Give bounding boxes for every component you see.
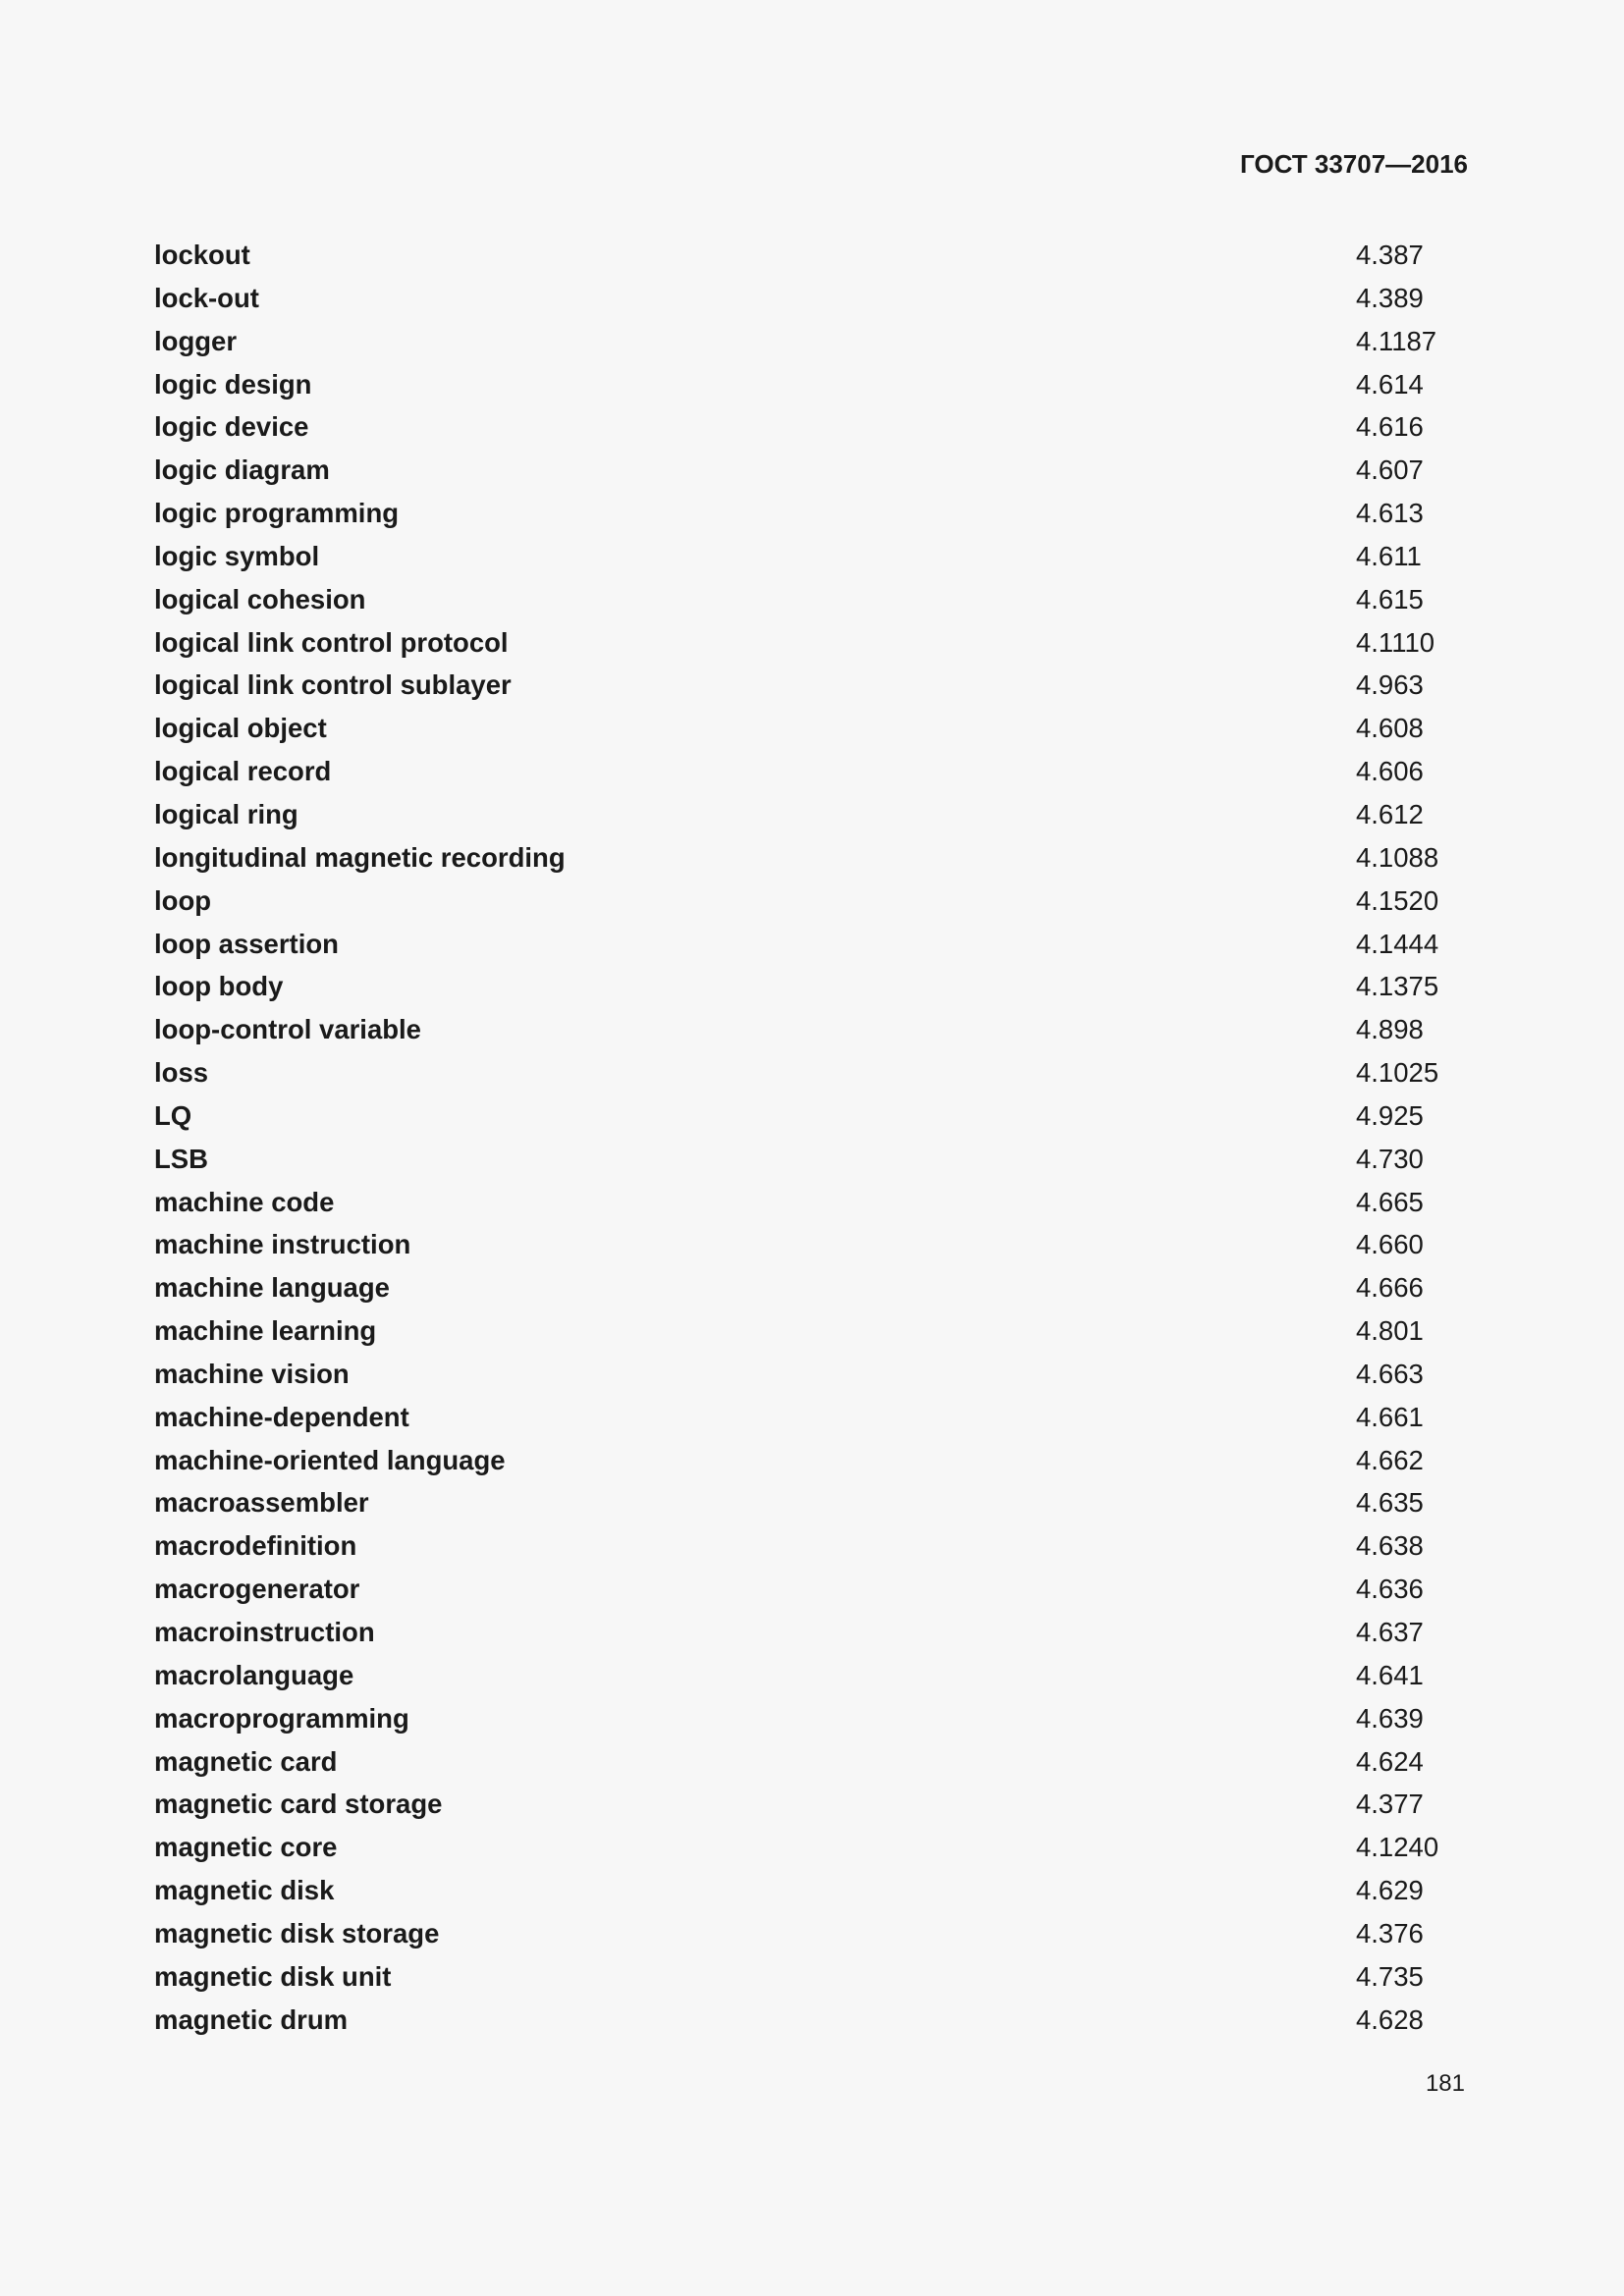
index-entry — [154, 365, 1470, 408]
index-entry — [154, 1140, 1470, 1183]
index-reference: 4.606 — [1356, 756, 1424, 787]
index-entry — [154, 1871, 1470, 1914]
index-reference: 4.660 — [1356, 1229, 1424, 1260]
index-term: machine-oriented language — [154, 1444, 506, 1475]
index-reference: 4.665 — [1356, 1186, 1424, 1217]
index-entry — [154, 236, 1470, 279]
index-reference: 4.1375 — [1356, 971, 1439, 1002]
index-reference: 4.629 — [1356, 1875, 1424, 1906]
page-number: 181 — [1425, 2070, 1465, 2097]
index-term: magnetic disk — [154, 1875, 335, 1906]
index-reference: 4.612 — [1356, 798, 1424, 829]
index-term: machine instruction — [154, 1229, 411, 1260]
index-reference: 4.607 — [1356, 454, 1424, 486]
index-reference: 4.616 — [1356, 411, 1424, 443]
index-reference: 4.663 — [1356, 1358, 1424, 1389]
index-reference: 4.613 — [1356, 498, 1424, 529]
index-entry — [154, 1225, 1470, 1268]
index-term: LSB — [154, 1143, 208, 1174]
index-reference: 4.389 — [1356, 282, 1424, 313]
index-reference: 4.1187 — [1356, 325, 1437, 356]
document-code: ГОСТ 33707—2016 — [1240, 149, 1468, 179]
index-term: machine language — [154, 1272, 390, 1304]
index-term: machine vision — [154, 1358, 350, 1389]
index-reference: 4.1110 — [1356, 626, 1435, 658]
index-term: magnetic core — [154, 1832, 338, 1863]
index-term: macroinstruction — [154, 1617, 375, 1647]
index-reference: 4.666 — [1356, 1272, 1424, 1304]
index-term: loop assertion — [154, 928, 339, 959]
index-reference: 4.801 — [1356, 1315, 1424, 1347]
index-entry — [154, 1570, 1470, 1613]
index-reference: 4.925 — [1356, 1099, 1424, 1131]
index-entry — [154, 580, 1470, 623]
index-reference: 4.898 — [1356, 1014, 1424, 1045]
index-term: magnetic card — [154, 1745, 338, 1777]
index-term: macroassembler — [154, 1487, 369, 1519]
index-entry — [154, 666, 1470, 709]
index-term: LQ — [154, 1099, 192, 1131]
index-term: loss — [154, 1057, 209, 1089]
index-reference: 4.1088 — [1356, 841, 1439, 873]
index-term: logic programming — [154, 498, 400, 529]
index-entry — [154, 925, 1470, 968]
index-entry — [154, 1398, 1470, 1441]
index-reference: 4.614 — [1356, 368, 1424, 400]
index-term: lock-out — [154, 282, 259, 313]
index-entry — [154, 407, 1470, 451]
index-entry — [154, 537, 1470, 580]
index-entry — [154, 451, 1470, 494]
index-entry — [154, 2001, 1470, 2044]
index-term: logical cohesion — [154, 583, 366, 614]
index-entry — [154, 1311, 1470, 1355]
index-term: logger — [154, 325, 238, 356]
index-term: magnetic drum — [154, 2003, 349, 2035]
index-entry — [154, 1355, 1470, 1398]
index-entry — [154, 1526, 1470, 1570]
index-term: macroprogramming — [154, 1702, 409, 1734]
index-entry — [154, 1699, 1470, 1742]
index-reference: 4.638 — [1356, 1530, 1424, 1562]
index-entry — [154, 1613, 1470, 1656]
index-reference: 4.635 — [1356, 1487, 1424, 1519]
index-term: lockout — [154, 240, 250, 270]
index-entry — [154, 1183, 1470, 1226]
index-reference: 4.376 — [1356, 1917, 1424, 1949]
index-reference: 4.608 — [1356, 713, 1424, 744]
index-term: macrolanguage — [154, 1659, 354, 1690]
index-reference: 4.615 — [1356, 583, 1424, 614]
index-reference: 4.387 — [1356, 240, 1424, 270]
index-reference: 4.662 — [1356, 1444, 1424, 1475]
index-reference: 4.661 — [1356, 1401, 1424, 1432]
index-term: logic diagram — [154, 454, 330, 486]
index-entry — [154, 1268, 1470, 1311]
index-entry — [154, 1914, 1470, 1957]
index-entry — [154, 967, 1470, 1010]
index-reference: 4.735 — [1356, 1960, 1424, 1992]
term-index — [154, 236, 1470, 2043]
index-reference: 4.963 — [1356, 669, 1424, 701]
index-entry — [154, 709, 1470, 752]
index-reference: 4.730 — [1356, 1143, 1424, 1174]
index-reference: 4.636 — [1356, 1574, 1424, 1605]
index-entry — [154, 494, 1470, 537]
index-entry — [154, 623, 1470, 667]
index-term: longitudinal magnetic recording — [154, 841, 566, 873]
index-term: macrodefinition — [154, 1530, 357, 1562]
index-term: machine code — [154, 1186, 335, 1217]
index-entry — [154, 795, 1470, 838]
index-reference: 4.637 — [1356, 1617, 1424, 1647]
index-term: magnetic disk unit — [154, 1960, 392, 1992]
index-entry — [154, 838, 1470, 881]
index-entry — [154, 1053, 1470, 1096]
index-term: logical record — [154, 756, 332, 787]
index-reference: 4.1520 — [1356, 884, 1439, 916]
index-reference: 4.624 — [1356, 1745, 1424, 1777]
index-reference: 4.611 — [1356, 540, 1422, 571]
index-entry — [154, 1441, 1470, 1484]
index-term: magnetic card storage — [154, 1789, 443, 1820]
index-term: logical object — [154, 713, 327, 744]
index-term: logical ring — [154, 798, 298, 829]
index-term: loop body — [154, 971, 284, 1002]
index-term: machine-dependent — [154, 1401, 409, 1432]
index-reference: 4.377 — [1356, 1789, 1424, 1820]
index-entry — [154, 322, 1470, 365]
index-reference: 4.641 — [1356, 1659, 1424, 1690]
index-entry — [154, 1785, 1470, 1828]
index-entry — [154, 1483, 1470, 1526]
index-reference: 4.628 — [1356, 2003, 1424, 2035]
index-entry — [154, 1096, 1470, 1140]
index-entry — [154, 1742, 1470, 1786]
index-entry — [154, 1957, 1470, 2001]
index-entry — [154, 752, 1470, 795]
index-term: macrogenerator — [154, 1574, 360, 1605]
index-term: loop — [154, 884, 212, 916]
index-term: logical link control sublayer — [154, 669, 512, 701]
index-term: loop-control variable — [154, 1014, 421, 1045]
index-entry — [154, 1828, 1470, 1871]
index-entry — [154, 1656, 1470, 1699]
index-entry — [154, 881, 1470, 925]
index-term: machine learning — [154, 1315, 377, 1347]
index-term: logical link control protocol — [154, 626, 509, 658]
index-reference: 4.1025 — [1356, 1057, 1439, 1089]
index-reference: 4.639 — [1356, 1702, 1424, 1734]
index-term: magnetic disk storage — [154, 1917, 440, 1949]
index-term: logic symbol — [154, 540, 320, 571]
index-reference: 4.1444 — [1356, 928, 1439, 959]
index-term: logic design — [154, 368, 312, 400]
index-reference: 4.1240 — [1356, 1832, 1439, 1863]
index-entry — [154, 279, 1470, 322]
index-entry — [154, 1010, 1470, 1053]
index-term: logic device — [154, 411, 309, 443]
